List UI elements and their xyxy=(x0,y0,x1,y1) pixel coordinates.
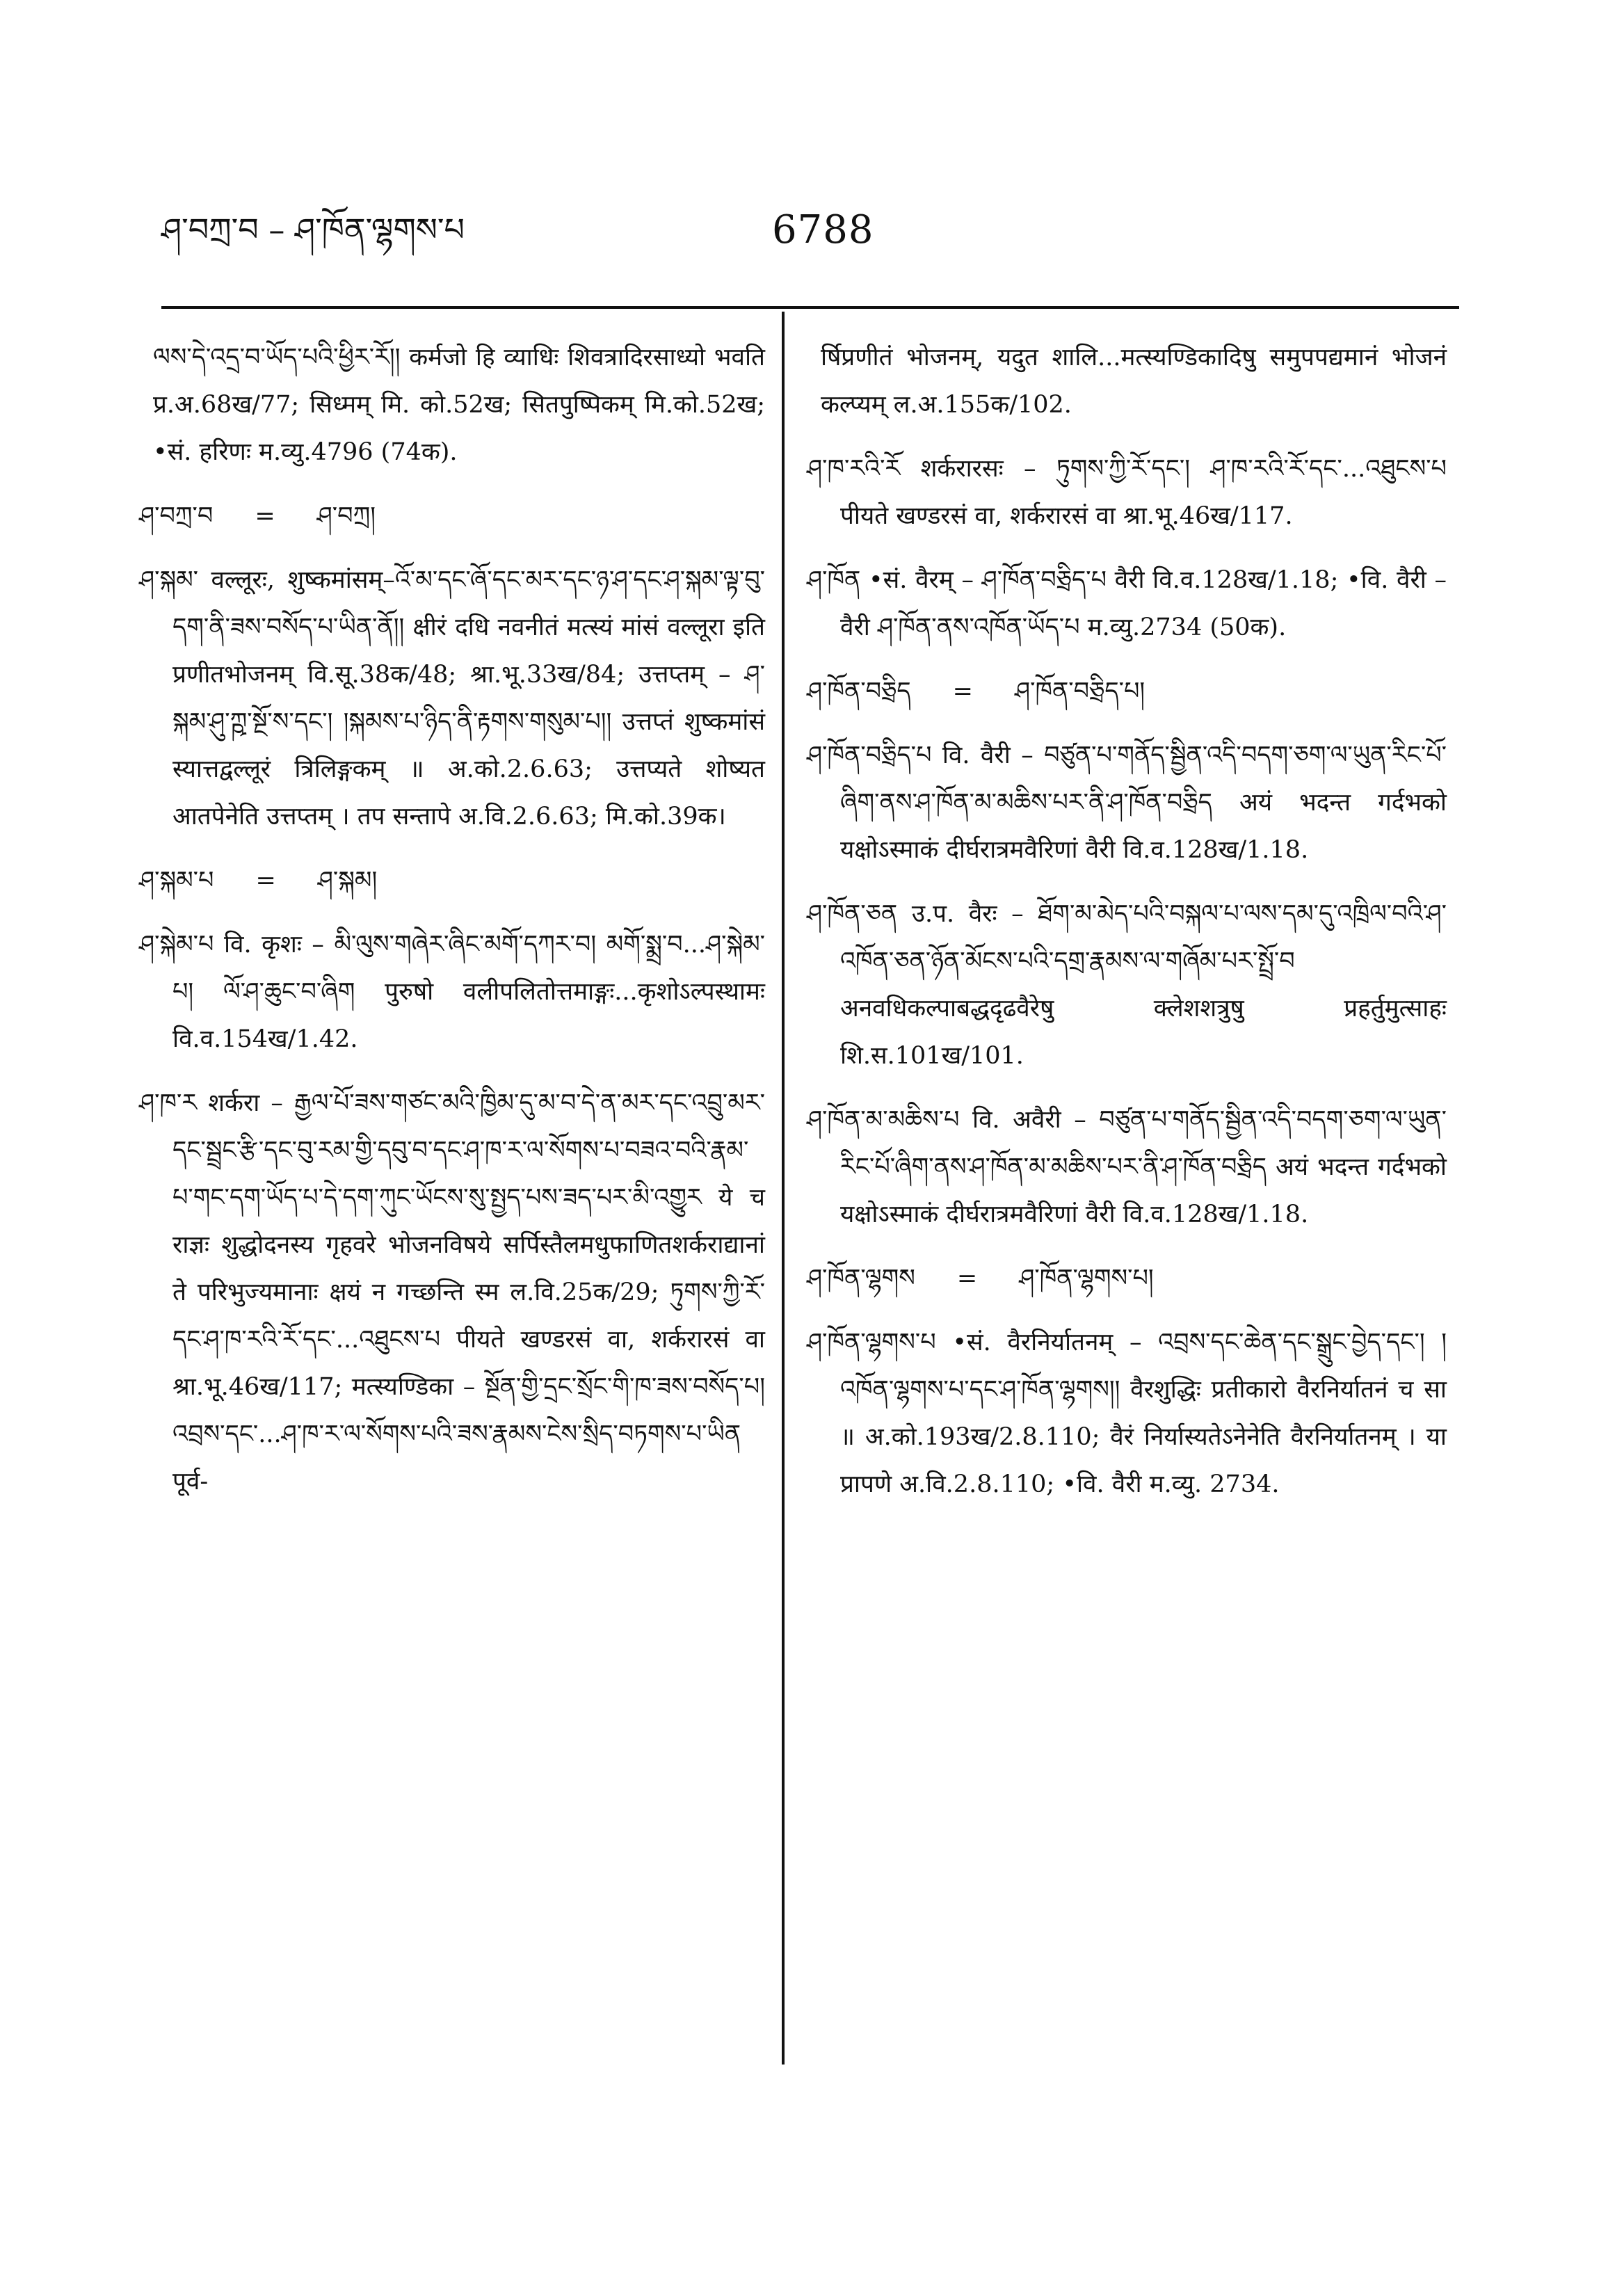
page-number: 6788 xyxy=(772,207,874,252)
xref-headword: ཤ་བཀྲ་བ xyxy=(139,502,214,530)
xref-equals: = xyxy=(255,867,276,895)
cross-reference xyxy=(807,1255,1447,1302)
entry-continued: ལས་དེ་འདྲ་བ་ཡོད་པའི་ཕྱིར་རོ།། कर्मजो हि व्याधिः शिवत्रादिरसाध्यो भवति प्र.अ.68ख/77; सिध्मम् मि. को.52ख; सितपुष्पिकम् मि.को.52ख; •सं. हरिणः म.व्यु.4796 (74क). xyxy=(153,344,765,466)
column-divider xyxy=(782,312,785,2064)
xref-headword: ཤ་ཁོན་བཅྲིད xyxy=(807,678,911,705)
running-head: ཤ་བཀྲ་བ – ཤ་ཁོན་ལྷགས་པ xyxy=(161,211,465,248)
right-column xyxy=(807,334,1447,1525)
dictionary-entry: ཤ་ཁོན་ལྷགས་པ •सं. वैरनिर्यातनम् – འབྲས་དང་ཆེན་དང་སྒྲུང་བྱེད་དང་། །འཁོན་ལྷགས་པ་དང་ཤ་ཁོན་ལྷགས།། वैरशुद्धिः प्रतीकारो वैरनिर्यातनं च सा ॥ अ.को.193ख/2.8.110; वैरं निर्यास्यतेऽनेनेति वैरनिर्यातनम् । या प्रापणे अ.वि.2.8.110; •वि. वैरी म.व्यु. 2734. xyxy=(807,1329,1447,1498)
xref-equals: = xyxy=(952,678,973,705)
cross-reference xyxy=(139,857,765,904)
left-column xyxy=(139,334,765,1522)
xref-target: ཤ་ཁོན་ལྷགས་པ། xyxy=(1019,1265,1154,1292)
xref-equals: = xyxy=(255,502,275,530)
dictionary-entry: ཤ་ཁོན་ཅན उ.प. वैरः – ཐོག་མ་མེད་པའི་བསྐལ་པ་ལས་དམ་དུ་འཁྲིལ་བའི་ཤ་འཁོན་ཅན་ཉོན་མོངས་པའི་དགྲ་རྣམས་ལ་གཞོམ་པར་སྤྲོ་བ अनवधिकल्पाबद्धदृढवैरेषु क्लेशशत्रुषु प्रहर्तुमुत्साहः शि.स.101ख/101. xyxy=(807,900,1447,1070)
dictionary-entry: ཤ་སྐམ་ वल्लूरः, शुष्कमांसम्–འོ་མ་དང་ཞོ་དང་མར་དང་ཉ་ཤ་དང་ཤ་སྐམ་ལྟ་བུ་དག་ནི་ཟས་བསོད་པ་ཡིན་ནོ།། क्षीरं दधि नवनीतं मत्स्यं मांसं वल्लूरा इति प्रणीतभोजनम् वि.सू.38क/48; श्रा.भू.33ख/84; उत्तप्तम् – ཤ་སྐམ་ཤུ་ཀྵ་སྔོ་ས་དང་། །སྐམས་པ་ཉིད་ནི་རྟགས་གསུམ་པ།། उत्तप्तं शुष्कमांसं स्यात्तद्वल्लूरं त्रिलिङ्गकम् ॥ अ.को.2.6.63; उत्तप्यते शोष्यत आतपेनेति उत्तप्तम् । तप सन्तापे अ.वि.2.6.63; मि.को.39क। xyxy=(139,566,765,831)
xref-headword: ཤ་སྐམ་པ xyxy=(139,867,214,895)
header-rule xyxy=(161,306,1459,309)
dictionary-entry: ཤ་ཁ་རའི་རོ शर्करारसः – ཏུགས་ཀྱི་རོ་དང་། ཤ་ཁ་རའི་རོ་དང་...འཐུངས་པ पीयते खण्डरसं वा, शर्करारसं वा श्रा.भू.46ख/117. xyxy=(807,455,1447,530)
xref-equals: = xyxy=(956,1265,978,1292)
entry-continued: र्षिप्रणीतं भोजनम्, यदुत शालि...मत्स्यण्डिकादिषु समुपपद्यमानं भोजनं कल्प्यम् ल.अ.155क/102. xyxy=(821,344,1447,419)
cross-reference xyxy=(139,492,765,540)
xref-headword: ཤ་ཁོན་ལྷགས xyxy=(807,1265,915,1292)
dictionary-entry: ཤ་ཁ་ར शर्करा – རྒྱལ་པོ་ཟས་གཙང་མའི་ཁྱིམ་དུ་མ་བ་དེ་ན་མར་དང་འབྲུ་མར་དང་སྦྲང་རྩི་དང་བུ་རམ་གྱི་དབུ་བ་དང་ཤ་ཁ་ར་ལ་སོགས་པ་བཟའ་བའི་རྣམ་པ་གང་དག་ཡོད་པ་དེ་དག་ཀུང་ཡོངས་སུ་སྤྱད་པས་ཟད་པར་མི་འགྱུར ये च राज्ञः शुद्धोदनस्य गृहवरे भोजनविषये सर्पिस्तैलमधुफाणितशर्कराद्यानां ते परिभुज्यमानाः क्षयं न गच्छन्ति स्म ल.वि.25क/29; ཏུགས་ཀྱི་རོ་དང་ཤ་ཁ་རའི་རོ་དང་...འཐུངས་པ पीयते खण्डरसं वा, शर्करारसं वा श्रा.भू.46ख/117; मत्स्यण्डिका – སྔོན་གྱི་དྲང་སྲོང་གི་ཁ་ཟས་བསོད་པ། འབྲས་དང་...ཤ་ཁ་ར་ལ་སོགས་པའི་ཟས་རྣམས་ངེས་སྲིད་བཏགས་པ་ཡིན पूर्व- xyxy=(139,1089,765,1496)
xref-target: ཤ་བཀྲ། xyxy=(316,502,376,530)
cross-reference xyxy=(807,668,1447,715)
dictionary-entry: ཤ་ཁོན་བཅྲིད་པ वि. वैरी – བཙུན་པ་གནོད་སྦྱིན་འདི་བདག་ཅག་ལ་ཡུན་རིང་པོ་ཞིག་ནས་ཤ་ཁོན་མ་མཆིས་པར་ནི་ཤ་ཁོན་བཅྲིད अयं भदन्त गर्दभको यक्षोऽस्माकं दीर्घरात्रमवैरिणां वैरी वि.व.128ख/1.18. xyxy=(807,741,1447,864)
dictionary-entry: ཤ་ཁོན •सं. वैरम् – ཤ་ཁོན་བཅྲིད་པ वैरी वि.व.128ख/1.18; •वि. वैरी – वैरी ཤ་ཁོན་ནས་འཁོན་ཡོད་པ म.व्यु.2734 (50क). xyxy=(807,566,1447,641)
dictionary-entry: ཤ་སྐེམ་པ वि. कृशः – མི་ལུས་གཞེར་ཞིང་མགོ་དཀར་བ། མགོ་སྨྲ་བ...ཤ་སྐེམ་པ། ལོ་ཤ་ཆུང་བ་ཞིག पुरुषो वलीपलितोत्तमाङ्गः...कृशोऽल्पस्थामः वि.व.154ख/1.42. xyxy=(139,931,765,1053)
xref-target: ཤ་སྐམ། xyxy=(317,867,378,895)
xref-target: ཤ་ཁོན་བཅྲིད་པ། xyxy=(1014,678,1145,705)
dictionary-entry: ཤ་ཁོན་མ་མཆིས་པ वि. अवैरी – བཙུན་པ་གནོད་སྦྱིན་འདི་བདག་ཅག་ལ་ཡུན་རིང་པོ་ཞིག་ནས་ཤ་ཁོན་མ་མཆིས་པར་ནི་ཤ་ཁོན་བཅྲིད अयं भदन्त गर्दभको यक्षोऽस्माकं दीर्घरात्रमवैरिणां वैरी वि.व.128ख/1.18. xyxy=(807,1106,1447,1228)
